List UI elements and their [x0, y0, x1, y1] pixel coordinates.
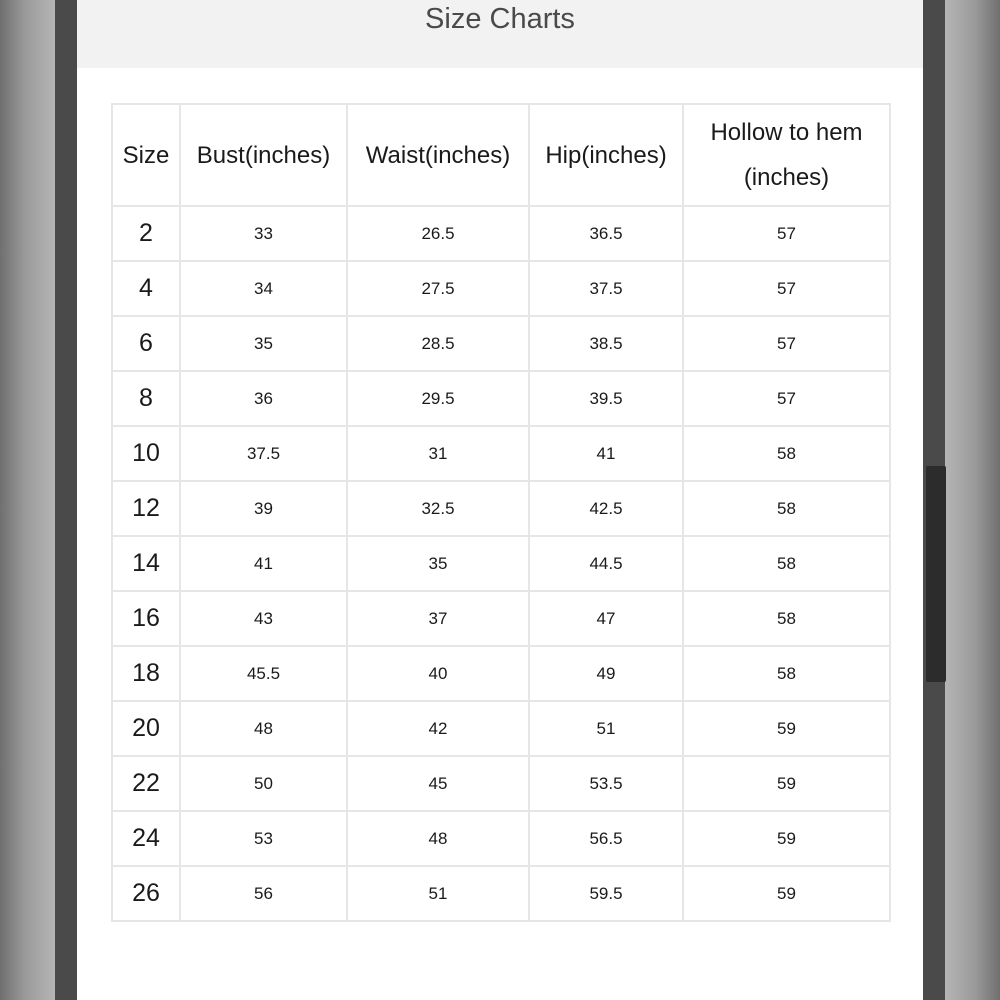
column-header-size: Size	[112, 104, 180, 206]
size-cell: 26	[112, 866, 180, 921]
size-cell: 2	[112, 206, 180, 261]
table-header-row	[112, 104, 890, 206]
bust-cell: 39	[180, 481, 347, 536]
waist-cell: 35	[347, 536, 529, 591]
screen-bezel-left	[55, 0, 77, 1000]
column-header-hip: Hip(inches)	[529, 104, 683, 206]
waist-cell: 28.5	[347, 316, 529, 371]
bust-cell: 48	[180, 701, 347, 756]
waist-cell: 37	[347, 591, 529, 646]
size-cell: 16	[112, 591, 180, 646]
table-row	[112, 701, 890, 756]
hollow-to-hem-cell: 57	[683, 371, 890, 426]
hip-cell: 41	[529, 426, 683, 481]
waist-cell: 51	[347, 866, 529, 921]
hollow-to-hem-cell: 59	[683, 811, 890, 866]
hip-cell: 42.5	[529, 481, 683, 536]
waist-cell: 29.5	[347, 371, 529, 426]
table-row	[112, 426, 890, 481]
bust-cell: 33	[180, 206, 347, 261]
hollow-to-hem-cell: 58	[683, 481, 890, 536]
hollow-to-hem-cell: 59	[683, 866, 890, 921]
hip-cell: 53.5	[529, 756, 683, 811]
hollow-to-hem-cell: 57	[683, 261, 890, 316]
column-header-waist: Waist(inches)	[347, 104, 529, 206]
waist-cell: 27.5	[347, 261, 529, 316]
table-row	[112, 536, 890, 591]
waist-cell: 42	[347, 701, 529, 756]
size-chart-table	[111, 103, 891, 922]
hip-cell: 39.5	[529, 371, 683, 426]
hip-cell: 47	[529, 591, 683, 646]
bust-cell: 56	[180, 866, 347, 921]
bust-cell: 37.5	[180, 426, 347, 481]
table-row	[112, 481, 890, 536]
waist-cell: 40	[347, 646, 529, 701]
table-row	[112, 811, 890, 866]
bust-cell: 43	[180, 591, 347, 646]
modal-header	[77, 0, 923, 68]
hip-cell: 59.5	[529, 866, 683, 921]
size-cell: 24	[112, 811, 180, 866]
waist-cell: 31	[347, 426, 529, 481]
table-row	[112, 591, 890, 646]
size-cell: 8	[112, 371, 180, 426]
hollow-to-hem-cell: 59	[683, 701, 890, 756]
bust-cell: 45.5	[180, 646, 347, 701]
column-header-hollow-to-hem: Hollow to hem (inches)	[683, 104, 890, 206]
bust-cell: 50	[180, 756, 347, 811]
table-row	[112, 316, 890, 371]
hollow-to-hem-cell: 57	[683, 206, 890, 261]
modal-title: Size Charts	[425, 3, 575, 35]
column-header-bust: Bust(inches)	[180, 104, 347, 206]
size-cell: 22	[112, 756, 180, 811]
hip-cell: 37.5	[529, 261, 683, 316]
size-cell: 4	[112, 261, 180, 316]
size-cell: 10	[112, 426, 180, 481]
hip-cell: 38.5	[529, 316, 683, 371]
size-cell: 6	[112, 316, 180, 371]
hip-cell: 56.5	[529, 811, 683, 866]
hip-cell: 51	[529, 701, 683, 756]
waist-cell: 26.5	[347, 206, 529, 261]
table-row	[112, 371, 890, 426]
scrollbar-thumb[interactable]	[926, 466, 946, 682]
size-cell: 14	[112, 536, 180, 591]
waist-cell: 48	[347, 811, 529, 866]
bust-cell: 36	[180, 371, 347, 426]
hollow-to-hem-cell: 59	[683, 756, 890, 811]
hollow-to-hem-cell: 57	[683, 316, 890, 371]
size-chart-modal	[77, 0, 923, 1000]
waist-cell: 32.5	[347, 481, 529, 536]
size-cell: 20	[112, 701, 180, 756]
hip-cell: 49	[529, 646, 683, 701]
bust-cell: 53	[180, 811, 347, 866]
table-row	[112, 866, 890, 921]
hip-cell: 44.5	[529, 536, 683, 591]
size-cell: 12	[112, 481, 180, 536]
table-body	[112, 206, 890, 921]
hollow-to-hem-cell: 58	[683, 536, 890, 591]
waist-cell: 45	[347, 756, 529, 811]
size-cell: 18	[112, 646, 180, 701]
table-row	[112, 756, 890, 811]
hollow-to-hem-cell: 58	[683, 591, 890, 646]
table-row	[112, 646, 890, 701]
hollow-to-hem-cell: 58	[683, 646, 890, 701]
hollow-to-hem-cell: 58	[683, 426, 890, 481]
hip-cell: 36.5	[529, 206, 683, 261]
table-row	[112, 206, 890, 261]
bust-cell: 41	[180, 536, 347, 591]
bust-cell: 35	[180, 316, 347, 371]
bust-cell: 34	[180, 261, 347, 316]
table-row	[112, 261, 890, 316]
